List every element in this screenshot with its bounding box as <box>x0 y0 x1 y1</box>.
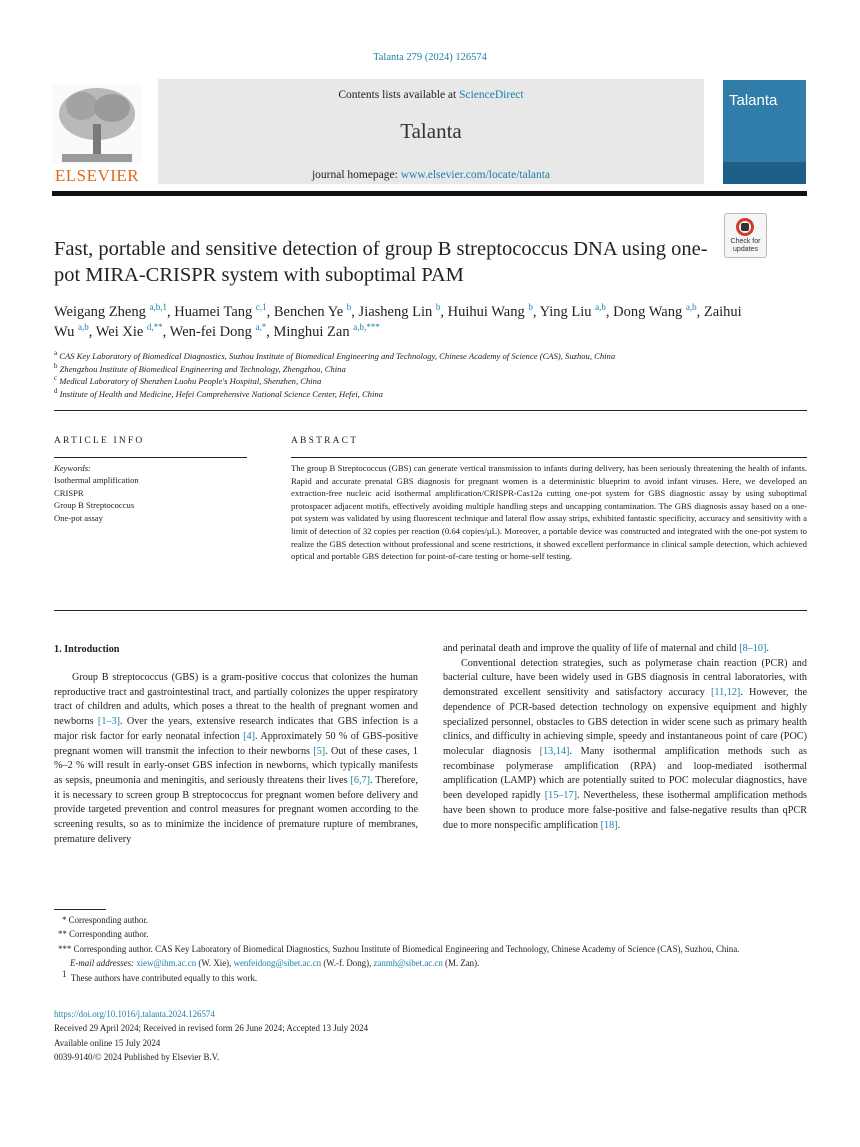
paragraph-text: and perinatal death and improve the quality of life of maternal and child <box>443 643 740 654</box>
reference-link[interactable]: [15–17] <box>544 790 577 802</box>
author-name[interactable]: Zaihui Wu $^{a,b}$ <box>54 304 742 340</box>
reference-link[interactable]: [18] <box>600 819 618 831</box>
author-affiliation-marker[interactable]: a,b <box>595 302 606 313</box>
affiliation-marker: a <box>54 349 58 358</box>
check-updates-label: Check for updates <box>730 238 761 253</box>
author-affiliation-marker[interactable]: b <box>435 302 441 313</box>
author-name[interactable]: Benchen Ye $^b$ <box>273 302 352 320</box>
online-date: Available online 15 July 2024 <box>54 1037 161 1048</box>
paragraph-text: Conventional detection strategies, such as polymerase chain reaction (PCR) and bacterial culture, have been widely used in GBS diagnosis in central laboratories, with demonstrated excellent sensitivity and satisfactory accuracy <box>443 657 807 699</box>
affiliation-divider <box>54 410 807 411</box>
paragraph-text: . Approximately 50 % of GBS-positive pregnant women will transmit the infection to their newborns <box>54 730 418 757</box>
keywords-label: Keywords: <box>54 463 91 473</box>
affiliation-item: $^a$ CAS Key Laboratory of Biomedical Diagnostics, Suzhou Institute of Biomedical Engineering and Technology, Chinese Academy of Science (CAS), Suzhou, China <box>54 349 616 361</box>
right-column <box>443 642 807 833</box>
author-affiliation-marker[interactable]: d,** <box>146 322 163 333</box>
affiliation-item: $^c$ Medical Laboratory of Shenzhen Luohu People's Hospital, Shenzhen, China <box>54 374 322 387</box>
affiliation-marker: b <box>54 361 58 370</box>
keyword-item: Isothermal amplification <box>54 475 139 486</box>
received-dates: Received 29 April 2024; Received in revised form 26 June 2024; Accepted 13 July 2024 <box>54 1023 369 1034</box>
keywords-list <box>54 474 244 524</box>
author-name[interactable]: Minghui Zan $^{a,b,***}$ <box>273 322 380 340</box>
homepage-link[interactable]: www.elsevier.com/locate/talanta <box>400 169 551 181</box>
author-name[interactable]: Huihui Wang $^b$ <box>447 302 533 320</box>
paragraph-text: . Nevertheless, these isothermal amplification methods have been shown to produce more false-positive and false-negative results than qPCR due to more nonspecific amplification <box>443 790 808 831</box>
affiliation-item: $^b$ Zhengzhou Institute of Biomedical Engineering and Technology, Zhengzhou, China <box>54 361 346 374</box>
paragraph-text: . Many isothermal amplification methods such as recombinase polymerase amplification (RPA) and loop-mediated isothermal amplification (LAMP) which are potentially suited to POC molecular diagnostics, have been developed rapidly <box>443 746 807 802</box>
reference-link[interactable]: [5] <box>313 745 326 757</box>
paragraph-text: . <box>766 643 769 654</box>
email-owner: (W. Xie), <box>196 958 232 969</box>
check-for-updates-button[interactable] <box>724 213 767 258</box>
bookmark-icon <box>741 223 749 231</box>
reference-link[interactable]: [11,12] <box>710 687 741 699</box>
email-link[interactable]: wenfeidong@sibet.ac.cn <box>231 958 322 969</box>
author-affiliation-marker[interactable]: a,b,1 <box>149 302 167 313</box>
author-affiliation-marker[interactable]: a,b,*** <box>353 322 380 333</box>
contents-line: Contents lists available at ScienceDirect <box>338 89 524 101</box>
author-affiliation-marker[interactable]: a,b <box>77 322 89 333</box>
left-column <box>54 671 418 848</box>
author-affiliation-marker[interactable]: b <box>528 302 533 313</box>
affiliations <box>54 350 814 400</box>
author-affiliation-marker[interactable]: b <box>346 302 352 313</box>
reference-link[interactable]: [8–10] <box>739 643 767 654</box>
elsevier-wordmark: ELSEVIER <box>54 166 140 185</box>
reference-link[interactable]: [1–3] <box>97 716 120 728</box>
abstract-rule <box>291 457 807 458</box>
email-owner: (W.-f. Dong), <box>321 958 372 969</box>
paragraph-text: . <box>617 819 621 831</box>
email-link[interactable]: zanmh@sibet.ac.cn <box>371 958 443 969</box>
keywords-block <box>54 462 244 524</box>
abstract-bottom-rule <box>54 610 807 611</box>
author-name[interactable]: Dong Wang $^{a,b}$ <box>613 302 697 320</box>
author-name[interactable]: Weigang Zheng $^{a,b,1}$ <box>54 302 167 320</box>
footnote-corresponding-3: *** Corresponding author. CAS Key Laboratory of Biomedical Diagnostics, Suzhou Institute of Biomedical Engineering and Technology, Chinese Academy of Science (CAS), Suzhou, China. <box>58 943 740 954</box>
author-name[interactable]: Wen-fei Dong $^{a,*}$ <box>169 322 267 340</box>
author-name[interactable]: Wei Xie $^{d,**}$ <box>95 322 163 340</box>
journal-citation[interactable]: Talanta 279 (2024) 126574 <box>373 52 487 63</box>
reference-link[interactable]: [6,7] <box>350 775 370 787</box>
paragraph-text: . However, the dependence of PCR-based detection technology on expensive equipment and highly specialized personnel, obstacles to GBS detection in wider scene such as primary health clinics, and difficulty in achieving simple, speedy and instantaneous point of care (POC) molecular diagnosis <box>443 687 807 758</box>
paragraph-text: . Over the years, extensive research indicates that GBS infection is a major risk factor for early neonatal infection <box>54 716 418 742</box>
footnote-equal-contribution: $^1$ These authors have contributed equally to this work. <box>62 968 258 983</box>
article-title: Fast, portable and sensitive detection of group B streptococcus DNA using one-pot MIRA-CRISPR system with suboptimal PAM <box>54 238 708 286</box>
email-owner: (M. Zan). <box>442 958 480 969</box>
cover-title: Talanta <box>729 92 778 109</box>
journal-cover-thumbnail[interactable] <box>723 80 806 184</box>
intro-paragraph <box>54 671 418 848</box>
article-info-rule <box>54 457 247 458</box>
footnote-emails: E-mail addresses: xiew@ihm.ac.cn (W. Xie), wenfeidong@sibet.ac.cn (W.-f. Dong), zanmh@sibet.ac.cn (M. Zan). <box>70 958 480 969</box>
author-name[interactable]: Ying Liu $^{a,b}$ <box>539 302 606 320</box>
article-metadata <box>54 1007 814 1065</box>
copyright-notice: 0039-9140/© 2024 Published by Elsevier B.V. <box>54 1052 220 1063</box>
email-list <box>136 958 479 968</box>
journal-header <box>158 79 704 184</box>
affiliation-marker: d <box>54 386 58 395</box>
abstract-heading: ABSTRACT <box>291 436 359 446</box>
reference-link[interactable]: [13,14] <box>539 746 570 758</box>
reference-link[interactable]: [4] <box>243 730 256 742</box>
intro-paragraph <box>443 657 807 834</box>
paragraph-text: . Therefore, it is necessary to screen group B streptococcus for pregnant women before delivery and provide targeted prevention and control measures for pregnant women according to the screening results, so as to minimize the incidence of premature rupture of membranes, premature delivery <box>54 775 418 845</box>
footnote-corresponding-1: * Corresponding author. <box>62 915 149 925</box>
doi-link[interactable]: https://doi.org/10.1016/j.talanta.2024.126574 <box>54 1009 215 1019</box>
keyword-item: CRISPR <box>54 487 84 498</box>
author-affiliation-marker[interactable]: c,1 <box>255 302 267 313</box>
abstract-text: The group B Streptococcus (GBS) can generate vertical transmission to infants during delivery, has been seriously threatening the health of infants. Rapid and accurate prenatal GBS diagnosis for pregnant women is a deterministic blueprint to avoid infant viruses. Here, we developed an extraction-free nucleic acid isothermal amplification/CRISPR-Cas12a cutting one-pot system for GBS diagnostic assay by using suboptimal protospacer adjacent motifs, effectively avoiding multiple handling steps and uncapping contamination. The GBS diagnosis assay based on a one-pot system was validated by using fluorescent technique and lateral flow assay strips, exhibited fantastic specificity, accuracy and sensitivity with a limit of detection of 32 copies per reaction (0.64 copies/μL). Moreover, a portable device was constructed and integrated with the one-pot system to realize the GBS detection without professional and scene restrictions, it showed excellent performance in clinical sample detection, which achieved optical and portable GBS detection for point-of-care testing or home-self testing. <box>291 463 807 562</box>
email-link[interactable]: xiew@ihm.ac.cn <box>136 958 197 969</box>
intro-paragraph <box>443 642 807 657</box>
author-affiliation-marker[interactable]: a,* <box>255 322 267 333</box>
paragraph-text: . Out of these cases, 1 %–2 % will result in early-onset GBS infection in newborns, which typically manifests as sepsis, pneumonia and meningitis, and seriously threatens their lives <box>54 745 418 787</box>
author-name[interactable]: Huamei Tang $^{c,1}$ <box>174 302 267 320</box>
footnote-corresponding-2: ** Corresponding author. <box>58 929 149 940</box>
header-divider <box>52 191 807 196</box>
author-affiliation-marker[interactable]: a,b <box>685 302 697 313</box>
author-name[interactable]: Jiasheng Lin $^b$ <box>358 302 441 320</box>
cover-strip <box>723 162 806 184</box>
keyword-item: Group B Streptococcus <box>54 500 135 511</box>
homepage-line: journal homepage: www.elsevier.com/locate/talanta <box>311 169 551 181</box>
article-info-heading: ARTICLE INFO <box>54 436 145 446</box>
journal-title: Talanta <box>400 119 462 143</box>
keyword-item: One-pot assay <box>54 512 103 523</box>
affiliation-item: $^d$ Institute of Health and Medicine, Hefei Comprehensive National Science Center, Hefei, China <box>54 386 383 399</box>
footnotes <box>54 913 814 985</box>
author-list: Weigang Zheng $^{a,b,1}$, Huamei Tang $^{c,1}$, Benchen Ye $^b$, Jiasheng Lin $^b$, Huihui Wang $^b$, Ying Liu $^{a,b}$, Dong Wang $^{a,b}$, Zaihui Wu $^{a,b}$, Wei Xie $^{d,**}$, Wen-fei Dong $^{a,*}$, Minghui Zan $^{a,b,***}$ <box>54 302 742 340</box>
section-heading-introduction: 1. Introduction <box>54 644 120 655</box>
paragraph-text: Group B streptococcus (GBS) is a gram-positive coccus that colonizes the human reproductive tract and gastrointestinal tract, and partially colonizes the upper respiratory tract of children and adults, which poses a threat to the health of pregnant women and newborns <box>54 672 418 728</box>
sciencedirect-link[interactable]: ScienceDirect <box>459 89 524 101</box>
affiliation-marker: c <box>54 374 58 383</box>
footnote-divider <box>54 909 106 910</box>
